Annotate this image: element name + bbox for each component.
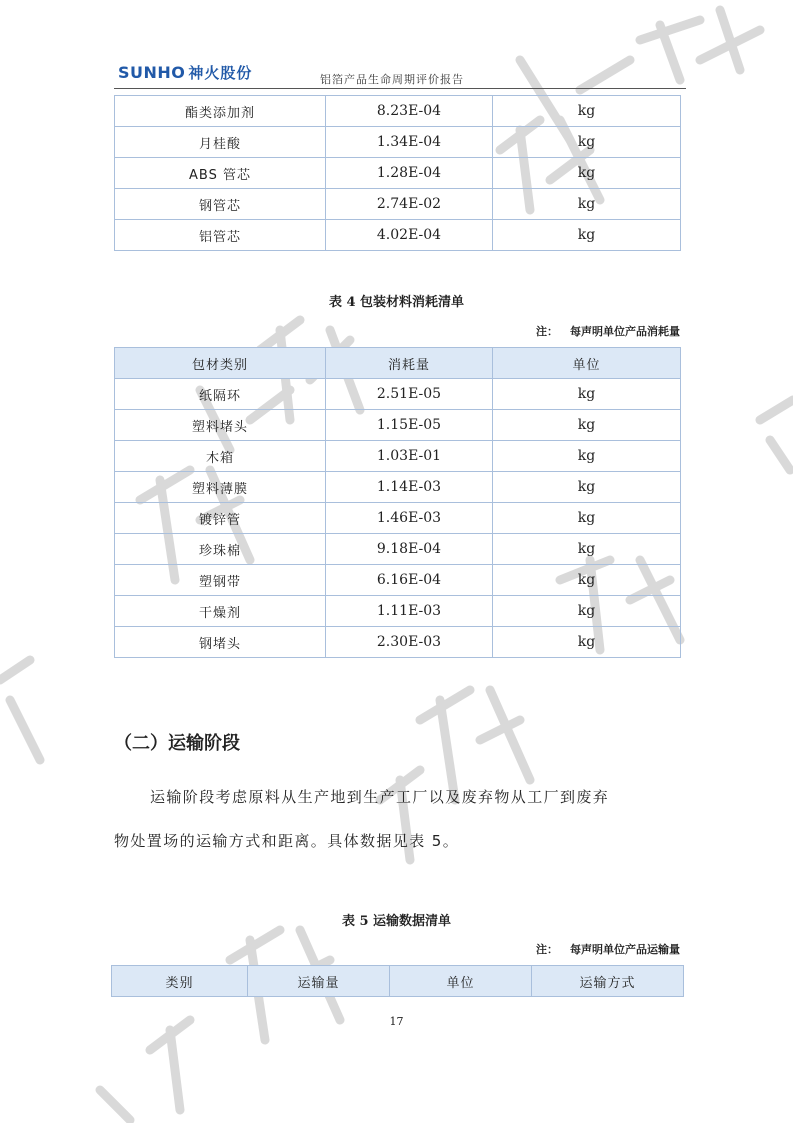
note-label: 注： (536, 325, 558, 338)
consumption-value: 9.18E-04 (326, 534, 493, 565)
column-header-transport-mode: 运输方式 (532, 966, 684, 997)
table5-caption-number: 表 5 (341, 914, 369, 929)
paragraph-line-2: 物处置场的运输方式和距离。具体数据见表 5。 (114, 832, 460, 850)
package-name: 塑料堵头 (115, 410, 326, 441)
package-name: 钢堵头 (115, 627, 326, 658)
unit-cell: kg (493, 596, 681, 627)
consumption-value: 1.46E-03 (326, 503, 493, 534)
page-number: 17 (389, 1015, 404, 1028)
unit-cell: kg (493, 127, 681, 158)
unit-cell: kg (493, 410, 681, 441)
unit-cell: kg (493, 565, 681, 596)
consumption-value: 1.03E-01 (326, 441, 493, 472)
table-row (115, 472, 681, 503)
logo-text-zh: 神火股份 (188, 64, 253, 82)
material-name: 酯类添加剂 (115, 96, 326, 127)
column-header-category: 类别 (112, 966, 248, 997)
consumption-value: 8.23E-04 (326, 96, 493, 127)
consumption-value: 1.15E-05 (326, 410, 493, 441)
unit-cell: kg (493, 503, 681, 534)
table-row (115, 96, 681, 127)
table-row (115, 220, 681, 251)
package-name: 干燥剂 (115, 596, 326, 627)
paragraph-line-1: 运输阶段考虑原料从生产地到生产工厂以及废弃物从工厂到废弃 (150, 788, 610, 806)
consumption-value: 2.74E-02 (326, 189, 493, 220)
note-text: 每声明单位产品消耗量 (570, 325, 680, 338)
table-row (115, 596, 681, 627)
raw-material-table-continued (114, 95, 681, 251)
table-row (115, 534, 681, 565)
transport-table (111, 965, 684, 997)
package-name: 珍珠棉 (115, 534, 326, 565)
table-row (115, 189, 681, 220)
page-header (114, 58, 686, 89)
table4-caption (0, 291, 793, 310)
material-name: 钢管芯 (115, 189, 326, 220)
package-name: 镀锌管 (115, 503, 326, 534)
consumption-value: 1.28E-04 (326, 158, 493, 189)
unit-cell: kg (493, 441, 681, 472)
material-name: ABS 管芯 (115, 158, 326, 189)
package-name: 塑钢带 (115, 565, 326, 596)
table-header-row (112, 966, 684, 997)
consumption-value: 6.16E-04 (326, 565, 493, 596)
company-logo (118, 62, 252, 83)
package-name: 塑料薄膜 (115, 472, 326, 503)
table-row (115, 441, 681, 472)
unit-cell: kg (493, 220, 681, 251)
table5-caption-title: 运输数据清单 (373, 914, 452, 929)
unit-cell: kg (493, 189, 681, 220)
consumption-value: 1.11E-03 (326, 596, 493, 627)
unit-cell: kg (493, 627, 681, 658)
packaging-table (114, 347, 681, 658)
section-heading: （二）运输阶段 (114, 733, 240, 754)
material-name: 月桂酸 (115, 127, 326, 158)
unit-cell: kg (493, 96, 681, 127)
note-label: 注： (536, 943, 558, 956)
consumption-value: 2.30E-03 (326, 627, 493, 658)
consumption-value: 1.34E-04 (326, 127, 493, 158)
column-header-unit: 单位 (493, 348, 681, 379)
column-header-transport-volume: 运输量 (248, 966, 390, 997)
unit-cell: kg (493, 472, 681, 503)
column-header-category: 包材类别 (115, 348, 326, 379)
unit-cell: kg (493, 379, 681, 410)
table-row (115, 627, 681, 658)
table5-caption (0, 910, 793, 929)
consumption-value: 1.14E-03 (326, 472, 493, 503)
unit-cell: kg (493, 158, 681, 189)
material-name: 铝管芯 (115, 220, 326, 251)
table-header-row (115, 348, 681, 379)
logo-text-en: SUNHO (118, 63, 186, 82)
column-header-consumption: 消耗量 (326, 348, 493, 379)
table-row (115, 410, 681, 441)
table-row (115, 565, 681, 596)
consumption-value: 4.02E-04 (326, 220, 493, 251)
table-row (115, 379, 681, 410)
column-header-unit: 单位 (390, 966, 532, 997)
table4-note (536, 323, 680, 339)
note-text: 每声明单位产品运输量 (570, 943, 680, 956)
unit-cell: kg (493, 534, 681, 565)
consumption-value: 2.51E-05 (326, 379, 493, 410)
table-row (115, 127, 681, 158)
report-title: 铝箔产品生命周期评价报告 (320, 73, 464, 86)
table4-caption-title: 包装材料消耗清单 (360, 295, 465, 310)
table-row (115, 158, 681, 189)
package-name: 木箱 (115, 441, 326, 472)
table5-note (536, 941, 680, 957)
table4-caption-number: 表 4 (328, 295, 356, 310)
table-row (115, 503, 681, 534)
package-name: 纸隔环 (115, 379, 326, 410)
